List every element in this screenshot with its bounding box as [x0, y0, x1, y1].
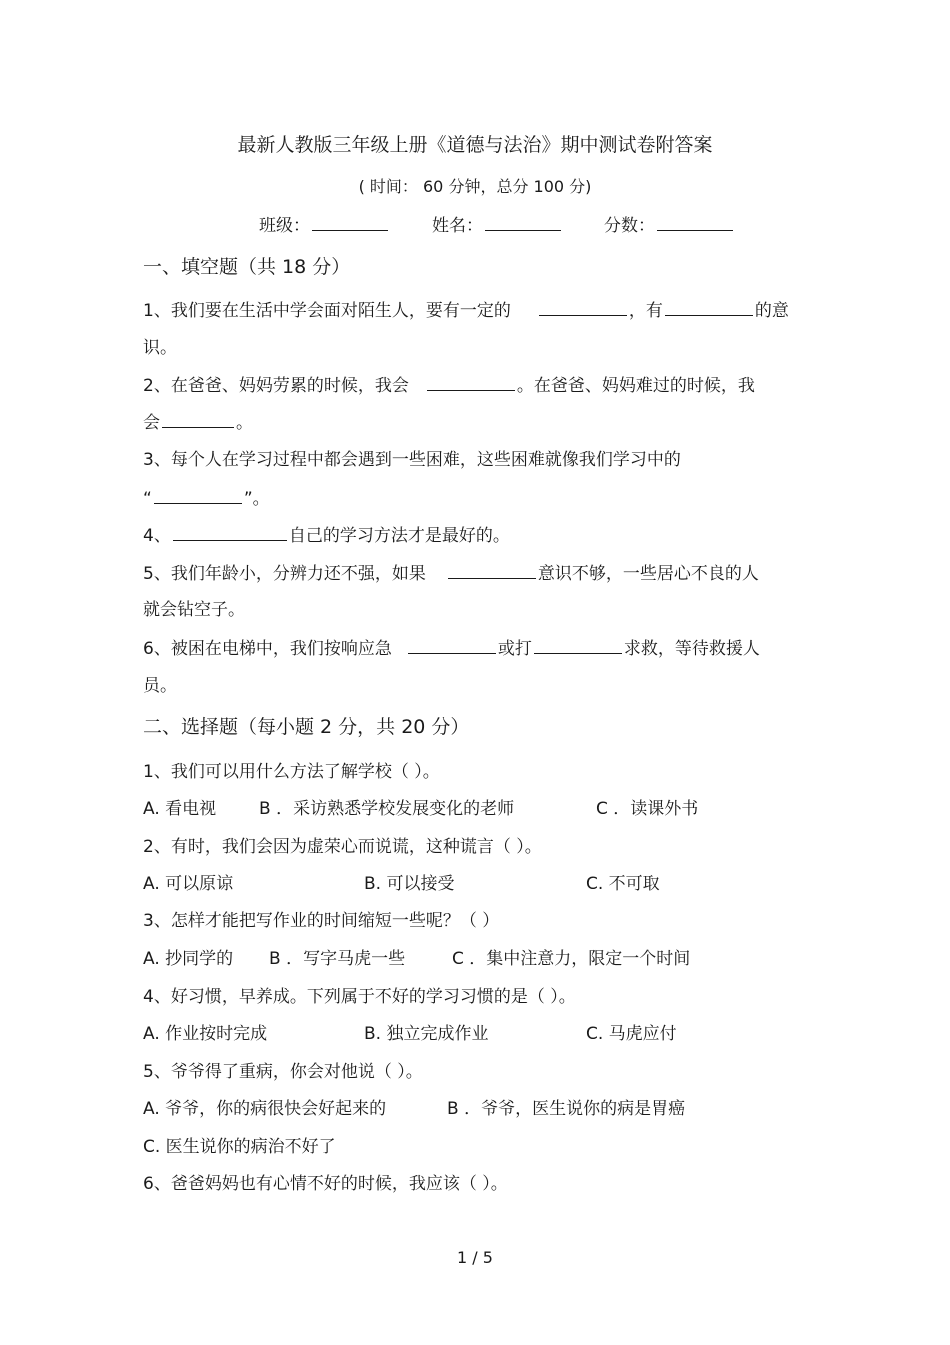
fill-q1-blank-1: [539, 299, 627, 316]
exam-time-and-score: ( 时间： 60 分钟，总分 100 分): [358, 177, 592, 196]
choice-q5-option-b: B ．爷爷，医生说你的病是胃癌: [447, 1099, 686, 1119]
choice-q2-option-c: C. 不可取: [586, 874, 660, 894]
section-fill-in-heading: 一、填空题（共 18 分）: [143, 256, 351, 278]
document-title: 最新人教版三年级上册《道德与法治》期中测试卷附答案: [237, 134, 713, 156]
choice-question-5: 5、爷爷得了重病，你会对他说（ ）。: [143, 1062, 423, 1082]
fill-q6-text-c: 求救，等待救援人: [623, 639, 760, 659]
fill-q4-text-a: 4、: [143, 526, 171, 546]
fill-question-5-cont: 就会钻空子。: [143, 600, 245, 620]
fill-q1-text-c: 的意: [754, 301, 789, 321]
choice-q3-option-a: A. 抄同学的: [143, 949, 234, 969]
fill-q6-blank-1: [408, 637, 496, 654]
choice-q2-option-a: A. 可以原谅: [143, 874, 234, 894]
fill-q1-text-b: ，有: [628, 301, 663, 321]
choice-question-1: 1、我们可以用什么方法了解学校（ ）。: [143, 762, 440, 782]
fill-question-6: [143, 637, 760, 660]
choice-question-3: 3、怎样才能把写作业的时间缩短一些呢？（ ）: [143, 911, 500, 931]
score-blank: [657, 214, 733, 231]
choice-question-2: 2、有时，我们会因为虚荣心而说谎，这种谎言（ ）。: [143, 837, 542, 857]
choice-q4-option-b: B. 独立完成作业: [364, 1024, 489, 1044]
fill-q5-blank: [448, 562, 536, 579]
choice-q2-option-b: B. 可以接受: [364, 874, 455, 894]
class-field: [259, 211, 390, 236]
name-blank: [485, 214, 561, 231]
fill-q6-text-b: 或打: [497, 639, 532, 659]
fill-q2-blank-1: [427, 374, 515, 391]
fill-q1-blank-2: [665, 299, 753, 316]
name-field: [432, 211, 563, 236]
fill-question-2: [143, 374, 755, 397]
fill-q2-blank-2: [162, 411, 234, 428]
fill-question-3: 3、每个人在学习过程中都会遇到一些困难，这些困难就像我们学习中的: [143, 450, 681, 470]
fill-question-4: [143, 524, 510, 547]
fill-q2-text-b: 。在爸爸、妈妈难过的时候，我: [516, 376, 755, 396]
fill-q5-text-b: 意识不够，一些居心不良的人: [537, 564, 759, 584]
fill-q3-blank: [154, 487, 242, 504]
fill-q6-blank-2: [534, 637, 622, 654]
choice-q1-option-a: A. 看电视: [143, 799, 217, 819]
choice-question-6: 6、爸爸妈妈也有心情不好的时候，我应该（ ）。: [143, 1174, 508, 1194]
choice-question-4: 4、好习惯，早养成。下列属于不好的学习习惯的是（ ）。: [143, 987, 576, 1007]
choice-q4-option-a: A. 作业按时完成: [143, 1024, 268, 1044]
fill-q2-text-d: 。: [236, 413, 253, 433]
fill-q5-text-a: 5、我们年龄小，分辨力还不强，如果: [143, 564, 426, 584]
choice-q3-option-b: B ．写字马虎一些: [269, 949, 406, 969]
fill-q3-open-quote: “: [143, 489, 152, 509]
choice-q1-option-b: B ．采访熟悉学校发展变化的老师: [259, 799, 515, 819]
choice-q4-option-c: C. 马虎应付: [586, 1024, 677, 1044]
choice-q5-option-a: A. 爷爷，你的病很快会好起来的: [143, 1099, 387, 1119]
name-label: 姓名：: [432, 216, 483, 236]
class-label: 班级：: [259, 216, 310, 236]
fill-q6-text-a: 6、被困在电梯中，我们按响应急: [143, 639, 392, 659]
section-choice-heading: 二、选择题（每小题 2 分，共 20 分）: [143, 716, 470, 738]
fill-question-3-cont: [143, 487, 270, 510]
fill-question-6-cont: 员。: [143, 676, 177, 696]
fill-question-1-cont: 识。: [143, 338, 177, 358]
fill-question-1: [143, 299, 789, 322]
fill-q3-close-quote: ”。: [243, 489, 270, 509]
fill-q4-text-b: 自己的学习方法才是最好的。: [288, 526, 510, 546]
page-number: 1 / 5: [457, 1248, 493, 1267]
fill-q2-text-c: 会: [143, 413, 160, 433]
fill-question-5: [143, 562, 759, 585]
fill-question-2-cont: [143, 411, 253, 434]
choice-q1-option-c: C ．读课外书: [596, 799, 699, 819]
score-field: [604, 211, 735, 236]
score-label: 分数：: [604, 216, 655, 236]
class-blank: [312, 214, 388, 231]
choice-q5-option-c: C. 医生说你的病治不好了: [143, 1137, 336, 1157]
fill-q1-text-a: 1、我们要在生活中学会面对陌生人，要有一定的: [143, 301, 511, 321]
fill-q2-text-a: 2、在爸爸、妈妈劳累的时候，我会: [143, 376, 409, 396]
choice-q3-option-c: C ．集中注意力，限定一个时间: [452, 949, 691, 969]
fill-q4-blank: [173, 524, 287, 541]
